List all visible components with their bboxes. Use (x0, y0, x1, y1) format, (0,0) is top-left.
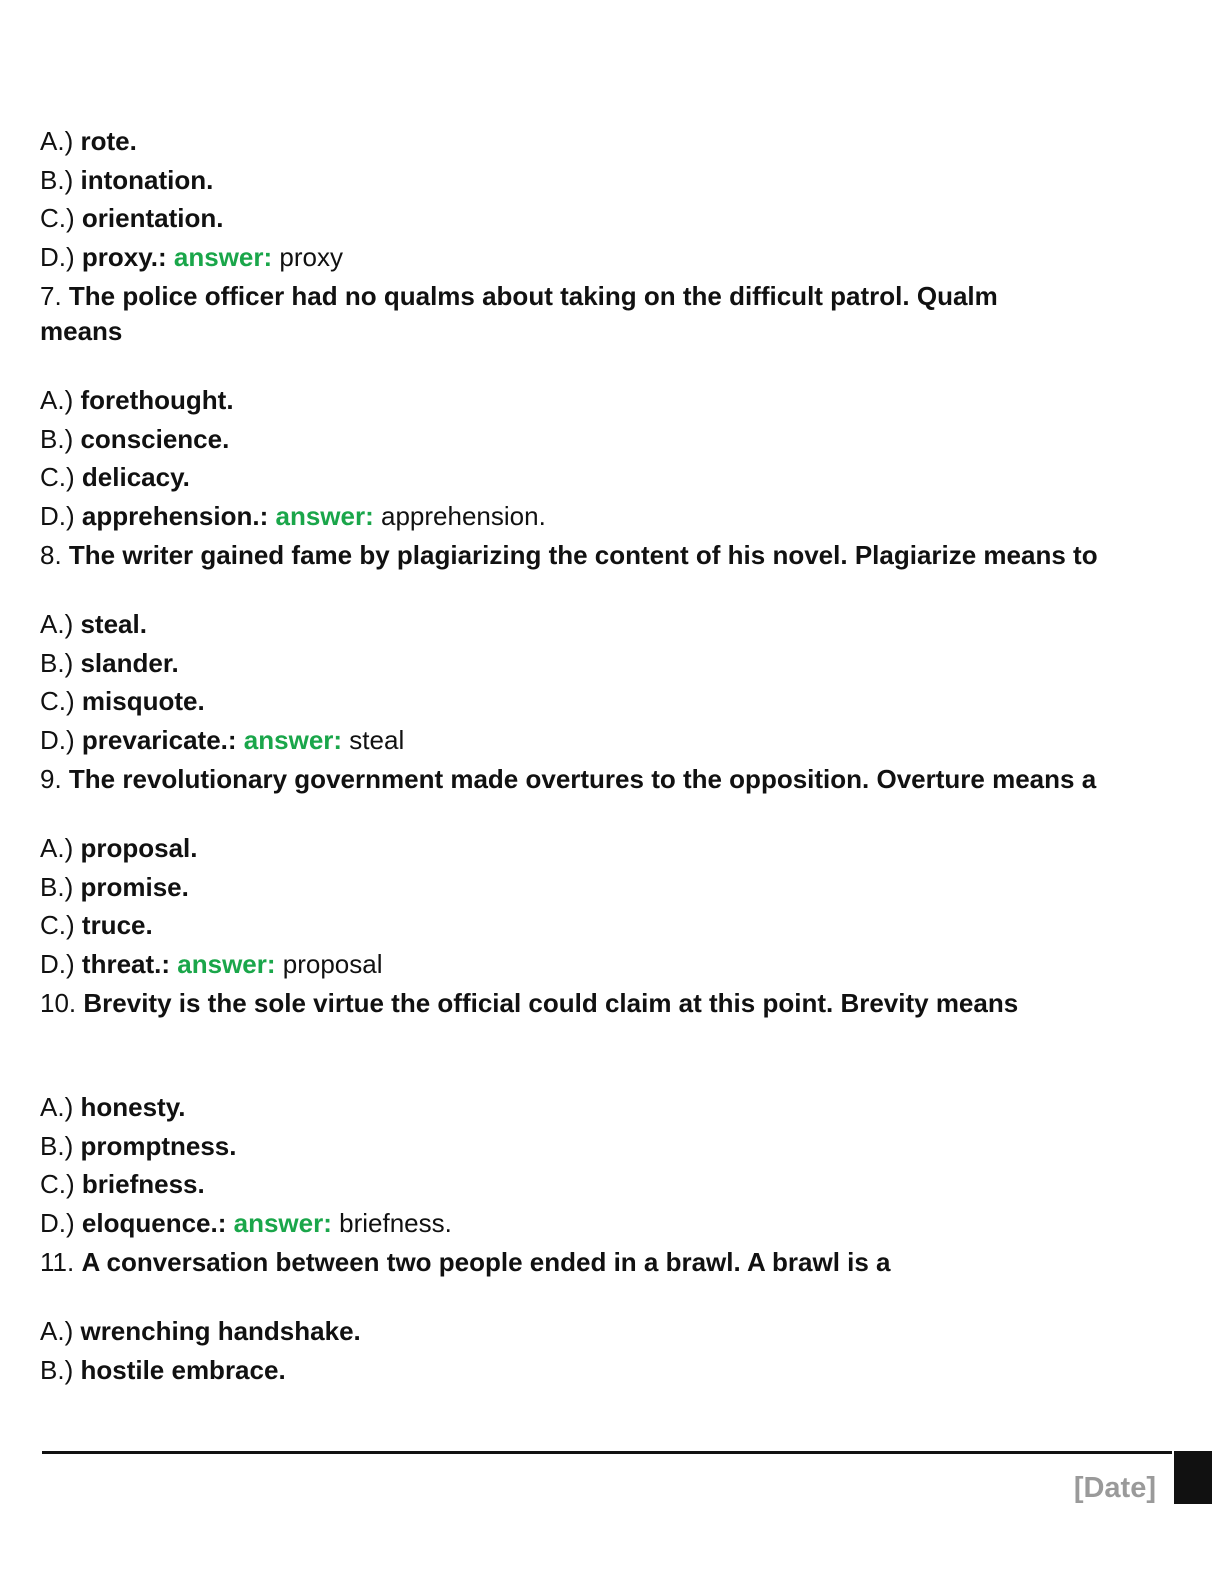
answer-label: answer: (243, 724, 343, 755)
question-text: The writer gained fame by plagiarizing the content of his novel. Plagiarize means to (68, 540, 1098, 570)
option-list (40, 829, 1190, 983)
option-b: B.) conscience. (40, 423, 230, 454)
answer-label: answer: (177, 948, 276, 979)
option-a: A.) proposal. (40, 833, 198, 863)
question-11 (40, 1245, 1190, 1280)
question-number: 11. (40, 1247, 75, 1277)
answer-label: answer: (233, 1207, 332, 1238)
option-d: D.) proxy.: answer: proxy (40, 241, 343, 272)
option-list (40, 605, 1190, 759)
option-list (40, 1088, 1190, 1242)
option-d: D.) prevaricate.: answer: steal (40, 724, 405, 755)
option-b: B.) slander. (40, 647, 179, 678)
option-b: B.) intonation. (40, 164, 214, 195)
option-list (40, 122, 1190, 276)
answer-value: proposal (282, 948, 383, 979)
option-c: C.) truce. (40, 910, 153, 940)
answer-value: steal (349, 724, 405, 755)
answer-value: briefness. (339, 1207, 452, 1238)
question-text: The revolutionary government made overtures to the opposition. Overture means a (68, 764, 1097, 794)
question-10 (40, 986, 1070, 1056)
answer-value: proxy (279, 241, 343, 272)
option-d: D.) apprehension.: answer: apprehension. (40, 500, 546, 531)
option-c: C.) delicacy. (40, 462, 190, 492)
option-a: A.) honesty. (40, 1092, 186, 1122)
option-c: C.) briefness. (40, 1169, 205, 1199)
option-list (40, 381, 1190, 535)
footer-date: [Date] (1073, 1472, 1156, 1504)
option-b: B.) promptness. (40, 1130, 237, 1161)
question-number: 7. (40, 281, 62, 311)
question-7 (40, 279, 1070, 349)
option-c: C.) misquote. (40, 686, 205, 716)
option-a: A.) wrenching handshake. (40, 1316, 361, 1346)
question-text: A conversation between two people ended in a brawl. A brawl is a (81, 1247, 891, 1277)
option-b: B.) hostile embrace. (40, 1354, 286, 1385)
answer-value: apprehension. (381, 500, 546, 531)
option-list (40, 1312, 1190, 1389)
question-number: 8. (40, 540, 62, 570)
option-c: C.) orientation. (40, 203, 224, 233)
option-d: D.) threat.: answer: proposal (40, 948, 383, 979)
footer-divider (42, 1451, 1172, 1454)
option-a: A.) rote. (40, 126, 137, 156)
option-b: B.) promise. (40, 871, 189, 902)
answer-label: answer: (275, 500, 374, 531)
option-a: A.) steal. (40, 609, 147, 639)
question-9 (40, 762, 1190, 797)
question-text: Brevity is the sole virtue the official could claim at this point. Brevity means (83, 988, 1019, 1018)
answer-label: answer: (173, 241, 273, 272)
quiz-content (40, 122, 1190, 1389)
question-8 (40, 538, 1190, 573)
question-number: 9. (40, 764, 62, 794)
question-text: The police officer had no qualms about taking on the difficult patrol. Qualm means (40, 281, 998, 346)
footer-corner-block (1174, 1451, 1212, 1504)
question-number: 10. (40, 988, 77, 1018)
option-d: D.) eloquence.: answer: briefness. (40, 1207, 452, 1238)
option-a: A.) forethought. (40, 385, 234, 415)
